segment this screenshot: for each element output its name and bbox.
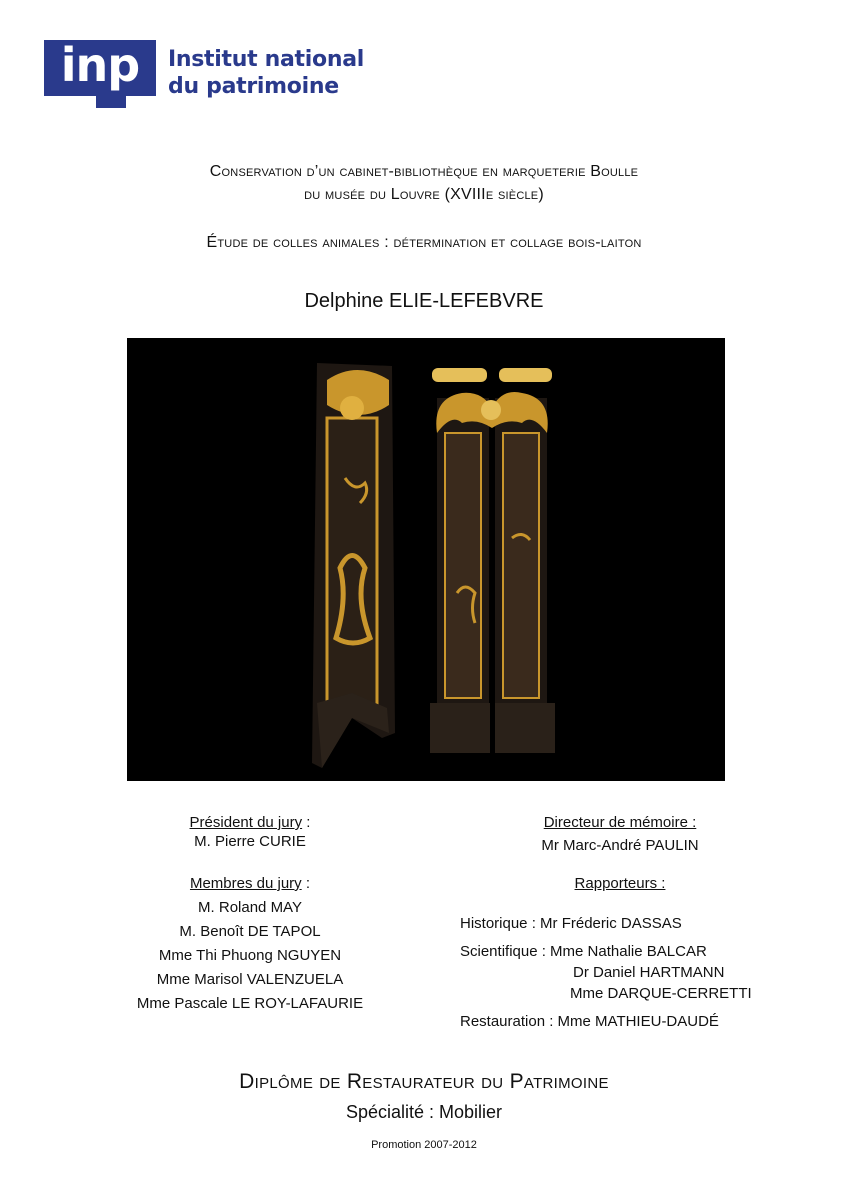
jury-member: Mme Thi Phuong NGUYEN [158, 947, 342, 964]
director-name: Mr Marc-André PAULIN [541, 837, 699, 854]
jury-member: Mme Pascale LE ROY-LAFAURIE [136, 995, 364, 1012]
president-name: M. Pierre CURIE [194, 833, 306, 850]
reporter-historique: Historique : Mr Fréderic DASSAS [460, 915, 682, 932]
promotion: Promotion 2007-2012 [371, 1139, 477, 1151]
logo-tail [96, 96, 126, 108]
cabinet-panels-illustration [127, 338, 725, 781]
left-panel [312, 363, 395, 768]
reporter-scientifique-2: Dr Daniel HARTMANN [573, 964, 725, 981]
jury-member: M. Benoît DE TAPOL [179, 923, 321, 940]
members-label: Membres du jury [189, 875, 302, 892]
president-label: Président du jury [189, 814, 303, 831]
author-name: Delphine ELIE-LEFEBVRE [304, 290, 544, 312]
director-label: Directeur de mémoire : [543, 814, 697, 831]
thesis-title-line2: du musée du Louvre (XVIIIe siècle) [304, 186, 544, 203]
reporter-scientifique-3: Mme DARQUE-CERRETTI [570, 985, 752, 1002]
cabinet-photo [127, 338, 725, 781]
jury-member: M. Roland MAY [198, 899, 302, 916]
president-label-colon: : [302, 814, 311, 831]
institution-name-line1: Institut national [168, 47, 364, 72]
reporter-restauration: Restauration : Mme MATHIEU-DAUDÉ [460, 1013, 719, 1030]
institution-name [168, 46, 364, 100]
speciality: Spécialité : Mobilier [345, 1102, 503, 1122]
thesis-subtitle: Étude de colles animales : détermination et collage bois-laiton [206, 234, 642, 251]
members-label-colon: : [301, 875, 311, 892]
jury-member: Mme Marisol VALENZUELA [156, 971, 344, 988]
inp-logo-mark: inp [44, 40, 156, 96]
diploma-title: Diplôme de Restaurateur du Patrimoine [239, 1070, 609, 1093]
reporter-scientifique: Scientifique : Mme Nathalie BALCAR [460, 943, 707, 960]
reporters-label: Rapporteurs : [574, 875, 666, 892]
institution-name-line2: du patrimoine [168, 74, 339, 99]
thesis-title-line1: Conservation d’un cabinet-bibliothèque en marqueterie Boulle [209, 163, 639, 180]
thesis-title [0, 160, 848, 206]
